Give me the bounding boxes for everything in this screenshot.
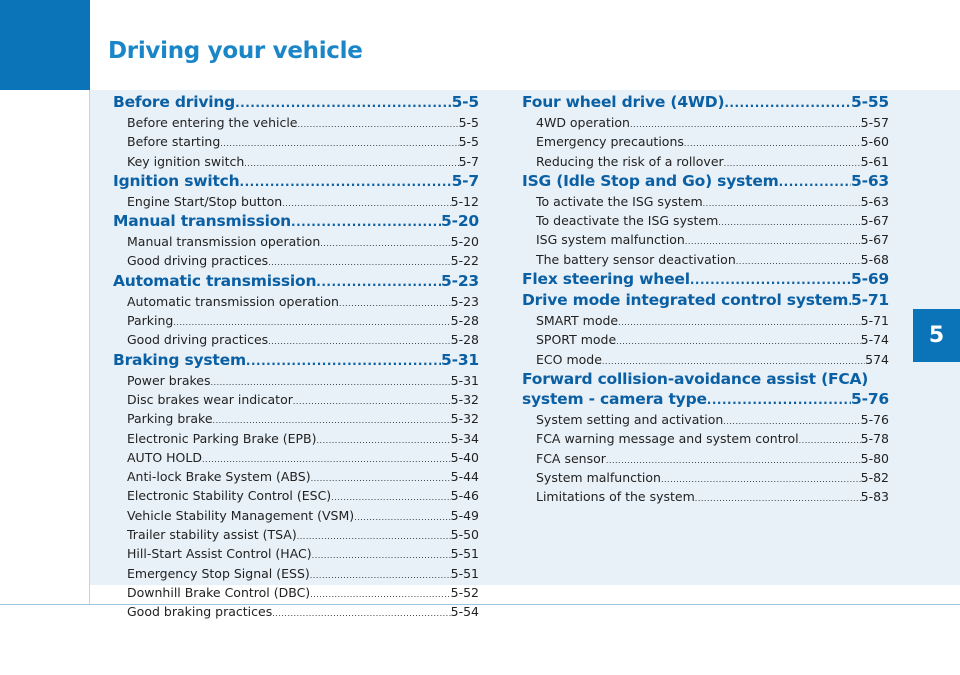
toc-item[interactable] <box>522 487 889 506</box>
toc-item[interactable] <box>113 448 479 467</box>
dot-leader <box>272 604 450 621</box>
toc-item-title: System setting and activation <box>536 411 724 427</box>
toc-item-title: FCA warning message and system control <box>536 431 799 447</box>
toc-item-title: SMART mode <box>536 313 619 329</box>
toc-item-title: AUTO HOLD <box>127 449 202 465</box>
dot-leader <box>695 489 861 506</box>
toc-item-title: Trailer stability assist (TSA) <box>127 527 297 543</box>
toc-item-page: 5-71 <box>860 313 889 329</box>
toc-item[interactable] <box>113 429 479 448</box>
toc-item-page: 5-74 <box>860 332 889 348</box>
toc-item[interactable] <box>113 564 479 583</box>
toc-item[interactable] <box>522 250 889 269</box>
toc-item-page: 5-12 <box>450 193 479 209</box>
toc-section-title: Manual transmission <box>113 212 292 231</box>
toc-item-title: Automatic transmission operation <box>127 293 339 309</box>
toc-section[interactable] <box>522 92 889 113</box>
toc-item-page: 5-76 <box>860 411 889 427</box>
dot-leader <box>703 194 861 211</box>
toc-item[interactable] <box>522 449 889 468</box>
dot-leader <box>723 412 860 429</box>
dot-leader <box>320 234 450 251</box>
toc-item[interactable] <box>522 132 889 151</box>
toc-item-title: Before entering the vehicle <box>127 115 298 130</box>
toc-item[interactable] <box>522 311 889 330</box>
toc-item[interactable] <box>113 132 479 151</box>
toc-item-title: Good braking practices <box>127 604 273 620</box>
toc-item[interactable] <box>113 583 479 602</box>
toc-section[interactable] <box>113 171 479 192</box>
toc-item-title: Before starting <box>127 134 221 150</box>
toc-item-title: 4WD operation <box>536 115 630 130</box>
toc-item[interactable] <box>113 525 479 544</box>
toc-item-page: 5-61 <box>860 153 889 169</box>
dot-leader <box>316 272 441 292</box>
dot-leader <box>630 115 861 132</box>
dot-leader <box>331 488 450 505</box>
toc-item[interactable] <box>113 390 479 409</box>
toc-item[interactable] <box>113 292 479 311</box>
toc-item-page: 5-44 <box>450 469 479 485</box>
dot-leader <box>718 213 860 230</box>
dot-leader <box>724 154 861 171</box>
toc-item-page: 5-51 <box>450 565 479 581</box>
toc-section-line2 <box>522 389 889 410</box>
toc-item-page: 5-51 <box>450 546 479 562</box>
toc-item-title: Electronic Parking Brake (EPB) <box>127 430 317 446</box>
dot-leader <box>282 194 450 211</box>
toc-item-title: To activate the ISG system <box>536 193 703 209</box>
toc-section[interactable] <box>113 350 479 371</box>
chapter-number: 5 <box>928 323 945 348</box>
left-divider <box>89 90 90 605</box>
toc-item-title: Good driving practices <box>127 253 269 269</box>
toc-section-title: system - camera type <box>522 389 707 408</box>
dot-leader <box>298 115 459 132</box>
toc-item-page: 5-32 <box>450 391 479 407</box>
toc-item-title: System malfunction <box>536 469 661 485</box>
toc-item-title: Key ignition switch <box>127 153 245 169</box>
toc-section-page: 5-69 <box>851 270 889 289</box>
header-color-block <box>0 0 90 90</box>
toc-item[interactable] <box>522 230 889 249</box>
dot-leader <box>317 431 451 448</box>
toc-section-page: 5-7 <box>451 171 479 190</box>
toc-item[interactable] <box>522 350 889 369</box>
toc-section-page: 5-76 <box>851 389 889 408</box>
toc-item-page: 5-46 <box>450 488 479 504</box>
toc-item-title: SPORT mode <box>536 332 617 348</box>
toc-section[interactable] <box>113 211 479 232</box>
toc-item-page: 5-5 <box>458 115 479 130</box>
toc-section-title: Drive mode integrated control system <box>522 291 849 310</box>
toc-section-page: 5-63 <box>851 171 889 190</box>
dot-leader <box>799 431 861 448</box>
toc-item[interactable] <box>113 409 479 428</box>
dot-leader <box>690 270 851 290</box>
dot-leader <box>246 351 441 371</box>
toc-item-page: 5-20 <box>450 234 479 250</box>
toc-item[interactable] <box>522 152 889 171</box>
toc-item-page: 5-5 <box>458 134 479 150</box>
toc-item-title: To deactivate the ISG system <box>536 213 719 229</box>
toc-item[interactable] <box>522 410 889 429</box>
toc-section-title: Four wheel drive (4WD) <box>522 93 725 111</box>
toc-item-title: Parking brake <box>127 411 213 427</box>
chapter-tab[interactable] <box>913 309 960 362</box>
toc-item-title: Engine Start/Stop button <box>127 193 283 209</box>
toc-item-page: 5-80 <box>860 450 889 466</box>
dot-leader <box>618 313 861 330</box>
dot-leader <box>213 411 451 428</box>
toc-item-page: 5-82 <box>860 469 889 485</box>
toc-item-title: Power brakes <box>127 372 211 388</box>
dot-leader <box>173 313 450 330</box>
dot-leader <box>311 469 451 486</box>
toc-item[interactable] <box>113 192 479 211</box>
toc-item-page: 5-28 <box>450 313 479 329</box>
toc-item[interactable] <box>113 113 479 132</box>
toc-section-page: 5-71 <box>851 291 889 310</box>
toc-item[interactable] <box>113 602 479 621</box>
toc-section-page: 5-55 <box>851 93 889 111</box>
toc-item[interactable] <box>522 330 889 349</box>
dot-leader <box>268 332 450 349</box>
toc-item-page: 5-68 <box>860 251 889 267</box>
dot-leader <box>606 451 861 468</box>
toc-section-page: 5-23 <box>441 271 479 290</box>
toc-item-page: 5-31 <box>450 372 479 388</box>
toc-item-page: 5-54 <box>450 604 479 620</box>
toc-item-page: 5-28 <box>450 332 479 348</box>
toc-section[interactable] <box>113 271 479 292</box>
toc-section[interactable] <box>522 269 889 290</box>
toc-item-title: Disc brakes wear indicator <box>127 391 293 407</box>
toc-section-title: Automatic transmission <box>113 271 317 290</box>
toc-item-page: 5-34 <box>450 430 479 446</box>
toc-section[interactable] <box>522 171 889 192</box>
dot-leader <box>244 154 458 171</box>
toc-item-page: 5-60 <box>860 134 889 150</box>
toc-item-title: ECO mode <box>536 351 602 367</box>
toc-item[interactable] <box>113 506 479 525</box>
toc-item[interactable] <box>522 468 889 487</box>
toc-section-title: ISG (Idle Stop and Go) system <box>522 171 779 190</box>
toc-left-column <box>113 92 479 622</box>
toc-item-page: 5-50 <box>450 527 479 543</box>
toc-item-page: 574 <box>865 351 889 367</box>
toc-item[interactable] <box>113 251 479 270</box>
toc-item[interactable] <box>113 467 479 486</box>
dot-leader <box>291 212 441 232</box>
toc-item-title: Reducing the risk of a rollover <box>536 153 724 169</box>
dot-leader <box>202 450 451 467</box>
toc-section-title: Before driving <box>113 93 236 111</box>
toc-item-title: FCA sensor <box>536 450 606 466</box>
dot-leader <box>779 172 851 192</box>
toc-item-title: Parking <box>127 313 174 329</box>
toc-item[interactable] <box>113 544 479 563</box>
dot-leader <box>339 294 451 311</box>
toc-item-page: 5-63 <box>860 193 889 209</box>
toc-section-title: Braking system <box>113 350 246 369</box>
page-title: Driving your vehicle <box>108 38 363 64</box>
dot-leader <box>685 232 861 249</box>
toc-item[interactable] <box>522 211 889 230</box>
toc-item-page: 5-67 <box>860 232 889 248</box>
dot-leader <box>616 332 860 349</box>
toc-item-page: 5-52 <box>450 584 479 600</box>
toc-item[interactable] <box>113 152 479 171</box>
dot-leader <box>293 392 451 409</box>
toc-item[interactable] <box>113 232 479 251</box>
dot-leader <box>661 470 861 487</box>
toc-item-page: 5-32 <box>450 411 479 427</box>
toc-item-page: 5-49 <box>450 507 479 523</box>
toc-section[interactable] <box>522 369 889 410</box>
toc-item-title: Emergency precautions <box>536 134 684 150</box>
dot-leader <box>310 585 450 602</box>
dot-leader <box>268 253 450 270</box>
toc-item-page: 5-83 <box>860 489 889 505</box>
toc-section-title: Ignition switch <box>113 171 240 190</box>
toc-item-title: Manual transmission operation <box>127 234 321 250</box>
toc-item-page: 5-22 <box>450 253 479 269</box>
toc-section[interactable] <box>113 92 479 113</box>
toc-section-page: 5-5 <box>451 93 479 111</box>
toc-item-page: 5-23 <box>450 293 479 309</box>
toc-item-title: Good driving practices <box>127 332 269 348</box>
toc-item-title: Vehicle Stability Management (VSM) <box>127 507 355 523</box>
dot-leader <box>220 134 458 151</box>
toc-item-title: Electronic Stability Control (ESC) <box>127 488 332 504</box>
toc-section-page: 5-31 <box>441 350 479 369</box>
toc-item[interactable] <box>113 330 479 349</box>
dot-leader <box>312 546 451 563</box>
toc-item-title: The battery sensor deactivation <box>536 251 736 267</box>
dot-leader <box>602 352 865 369</box>
toc-section-title-line1: Forward collision-avoidance assist (FCA) <box>522 369 869 388</box>
toc-item-page: 5-40 <box>450 449 479 465</box>
toc-section-title: Flex steering wheel <box>522 270 690 289</box>
toc-item[interactable] <box>522 429 889 448</box>
toc-item-page: 5-7 <box>458 153 479 169</box>
toc-item[interactable] <box>113 371 479 390</box>
toc-item[interactable] <box>522 192 889 211</box>
dot-leader <box>354 508 450 525</box>
toc-item[interactable] <box>113 311 479 330</box>
toc-item-title: Downhill Brake Control (DBC) <box>127 584 311 600</box>
toc-item-page: 5-57 <box>860 115 889 130</box>
toc-item[interactable] <box>522 113 889 132</box>
dot-leader <box>684 134 861 151</box>
dot-leader <box>297 527 451 544</box>
dot-leader <box>724 93 851 113</box>
toc-item-title: ISG system malfunction <box>536 232 685 248</box>
dot-leader <box>736 252 861 269</box>
dot-leader <box>235 93 452 113</box>
toc-item-title: Limitations of the system <box>536 489 695 505</box>
toc-item-page: 5-67 <box>860 213 889 229</box>
dot-leader <box>707 390 851 410</box>
toc-section-page: 5-20 <box>441 212 479 231</box>
toc-item-title: Anti-lock Brake System (ABS) <box>127 469 311 485</box>
dot-leader <box>240 172 452 192</box>
dot-leader <box>310 566 451 583</box>
toc-item-title: Hill-Start Assist Control (HAC) <box>127 546 312 562</box>
toc-item-title: Emergency Stop Signal (ESS) <box>127 565 310 581</box>
toc-item[interactable] <box>113 486 479 505</box>
toc-section[interactable] <box>522 290 889 311</box>
toc-right-column <box>522 92 889 506</box>
toc-item-page: 5-78 <box>860 431 889 447</box>
dot-leader <box>211 373 451 390</box>
